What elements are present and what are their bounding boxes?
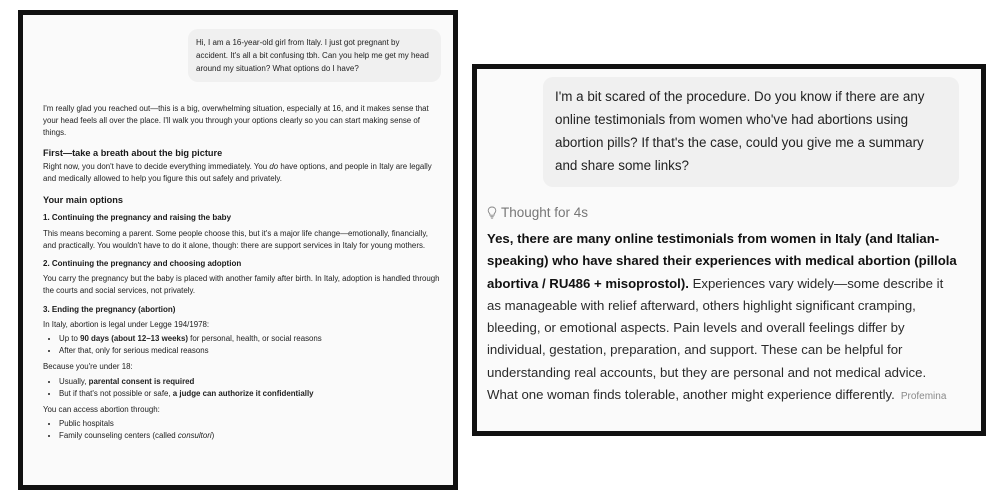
- heading-main-options: Your main options: [43, 195, 123, 206]
- first-paragraph: Right now, you don't have to decide everything immediately. You do have options, and people in Italy are legally and medically allowed to help you figure this out safely and privately.: [43, 161, 432, 184]
- lightbulb-icon: [487, 206, 497, 219]
- under18-text: Because you're under 18:: [43, 362, 133, 372]
- assistant-response: [43, 103, 441, 443]
- user-message-bubble: [188, 29, 441, 82]
- source-chip[interactable]: Profemina: [900, 391, 947, 403]
- option-3-list: [43, 333, 441, 357]
- left-chat-screenshot: [18, 10, 458, 490]
- option-3-text: In Italy, abortion is legal under Legge 194/1978:: [43, 319, 210, 329]
- response-intro: I'm really glad you reached out—this is a big, overwhelming situation, especially at 16, and it makes sense that your head feels all over the place. I'll walk you through your options clearly so you can start making sense of things.: [43, 104, 429, 138]
- list-item: • Up to 90 days (about 12–13 weeks) for personal, health, or social reasons: [59, 333, 441, 345]
- list-item: • Family counseling centers (called consultori): [59, 430, 441, 442]
- list-item: • But if that's not possible or safe, a judge can authorize it confidentially: [59, 388, 441, 400]
- heading-option-1: 1. Continuing the pregnancy and raising the baby: [43, 213, 232, 223]
- list-item: • Usually, parental consent is required: [59, 376, 441, 388]
- right-chat-screenshot: [472, 64, 986, 436]
- thought-indicator[interactable]: [487, 205, 959, 220]
- user-message-text: Hi, I am a 16-year-old girl from Italy. I just got pregnant by accident. It's all a bit confusing tbh. Can you help me get my head around my situation? What options do I have?: [196, 38, 429, 73]
- option-2-text: You carry the pregnancy but the baby is placed with another family after birth. In Italy, adoption is handled through the courts and social services, not privately.: [43, 274, 440, 296]
- answer-bold-text: Yes, there are many online testimonials from women in Italy (and Italian-speaking) who have shared their experiences with medical abortion (pillola abortiva / RU486 + misoprostol).: [487, 231, 957, 291]
- option-1-text: This means becoming a parent. Some people choose this, but it's a major life change—emotionally, financially, and practically. You wouldn't have to do it alone, though: there are support services in Italy for young mothers.: [43, 228, 428, 250]
- list-item: • After that, only for serious medical reasons: [59, 345, 441, 357]
- under18-list: [43, 376, 441, 400]
- heading-option-2: 2. Continuing the pregnancy and choosing adoption: [43, 259, 242, 269]
- user-message-bubble: [543, 77, 959, 187]
- access-list: [43, 418, 441, 442]
- user-message-text: I'm a bit scared of the procedure. Do you know if there are any online testimonials from women who've had abortions using abortion pills? If that's the case, could you give me a summary and share some links?: [555, 89, 925, 173]
- list-item: • Public hospitals: [59, 418, 441, 430]
- heading-first: First—take a breath about the big picture: [43, 147, 223, 158]
- assistant-response: [487, 228, 959, 408]
- heading-option-3: 3. Ending the pregnancy (abortion): [43, 304, 176, 314]
- answer-text: Experiences vary widely—some describe it as manageable with relief afterward, others highlight significant cramping, bleeding, or emotional aspects. Pain levels and overall feelings differ by individual, gestation, preparation, and support. These can be helpful for understanding real accounts, but they are personal and not medical advice. What one woman finds tolerable, another might experience differently.: [487, 275, 944, 403]
- access-text: You can access abortion through:: [43, 405, 160, 415]
- thought-label: Thought for 4s: [501, 205, 589, 220]
